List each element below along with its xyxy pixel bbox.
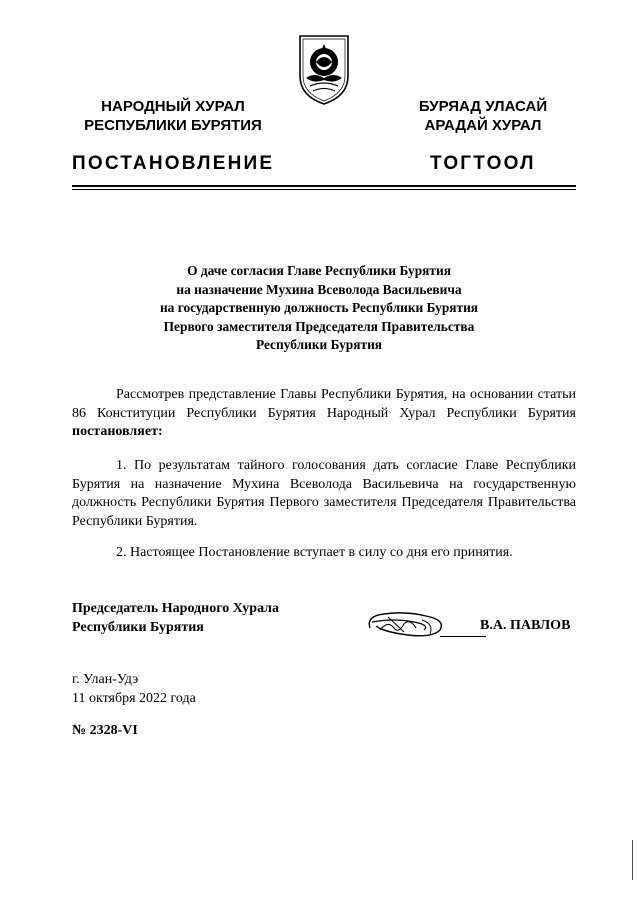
- clause-2-paragraph: 2. Настоящее Постановление вступает в силу со дня его принятия.: [116, 545, 513, 560]
- signatory-name: В.А. ПАВЛОВ: [480, 618, 571, 633]
- org-name-bur-line2: АРАДАЙ ХУРАЛ: [424, 117, 542, 134]
- header-divider-thin: [72, 189, 576, 190]
- document-date: 11 октября 2022 года: [72, 691, 196, 706]
- doc-type-bur: ТОГТООЛ: [430, 153, 536, 174]
- subject-line: О даче согласия Главе Республики Бурятия: [187, 263, 451, 278]
- preamble-text: Рассмотрев представление Главы Республики Бурятия, на основании статьи 86 Конституции Республики Бурятия Народный Хурал Республики Бурятия: [72, 387, 576, 421]
- signature-line: [440, 636, 486, 637]
- org-name-ru-line1: НАРОДНЫЙ ХУРАЛ: [101, 98, 245, 115]
- doc-type-ru: ПОСТАНОВЛЕНИЕ: [72, 153, 275, 174]
- org-name-ru-line2: РЕСПУБЛИКИ БУРЯТИЯ: [84, 117, 262, 134]
- subject-line: на государственную должность Республики Бурятия: [159, 300, 479, 315]
- subject-line: на назначение Мухина Всеволода Васильевича: [176, 281, 462, 297]
- scan-edge-mark: [632, 840, 633, 880]
- resolves-keyword: постановляет: [72, 424, 158, 439]
- org-name-bur: [398, 97, 568, 135]
- document-city: г. Улан-Удэ: [72, 672, 139, 687]
- clause-1-paragraph: 1. По результатам тайного голосования дать согласие Главе Республики Бурятия на назначение Мухина Всеволода Васильевича на государственную должность Республики Бурятия Первого заместителя Председателя Правительства Республики Бурятия.: [72, 458, 576, 529]
- signatory-role-line1: Председатель Народного Хурала: [72, 601, 280, 616]
- subject-line: Республики Бурятия: [255, 337, 383, 352]
- coat-of-arms-icon: [296, 32, 352, 106]
- subject-line: Первого заместителя Председателя Правительства: [163, 318, 475, 334]
- header-divider-thick: [72, 185, 576, 187]
- signatory-role-line2: Республики Бурятия: [72, 620, 204, 635]
- preamble-paragraph: [72, 386, 576, 442]
- org-name-ru: [70, 97, 276, 135]
- org-name-bur-line1: БУРЯАД УЛАСАЙ: [418, 98, 548, 115]
- signatory-role: [72, 599, 332, 637]
- document-subject: [110, 262, 528, 355]
- preamble-colon: :: [157, 424, 163, 439]
- document-number: № 2328-VI: [72, 723, 138, 738]
